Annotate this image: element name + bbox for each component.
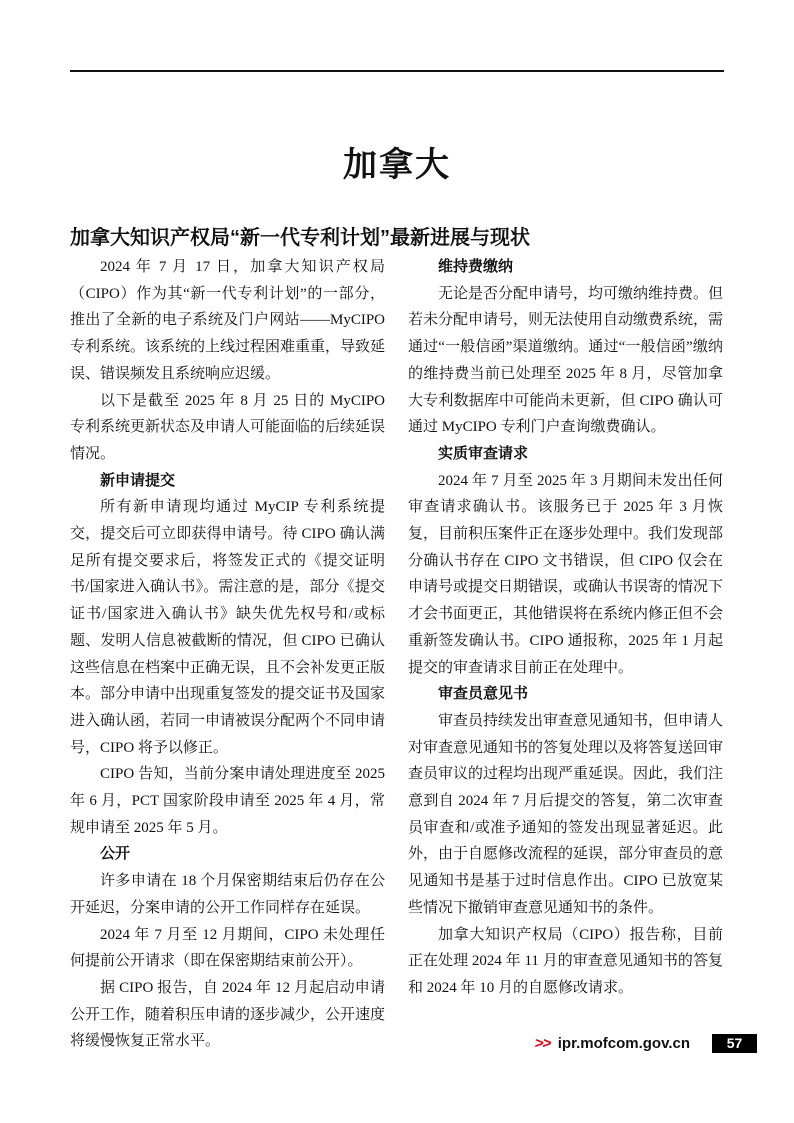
- page-number-badge: 57: [712, 1034, 757, 1053]
- body-paragraph: 加拿大知识产权局（CIPO）报告称，目前正在处理 2024 年 11 月的审查意见通知书的答复和 2024 年 10 月的自愿修改请求。: [408, 926, 723, 996]
- section-subheading: 审查员意见书: [438, 686, 529, 703]
- left-column: [70, 254, 385, 1055]
- section-subheading: 新申请提交: [100, 472, 176, 489]
- section-subheading: 公开: [100, 846, 131, 863]
- body-paragraph: 据 CIPO 报告，自 2024 年 12 月起启动申请公开工作，随着积压申请的逐步减少，公开速度将缓慢恢复正常水平。: [70, 979, 386, 1050]
- page-footer: [535, 1032, 757, 1054]
- body-paragraph: 以下是截至 2025 年 8 月 25 日的 MyCIPO 专利系统更新状态及申请人可能面临的后续延误情况。: [70, 392, 386, 462]
- article-body: [70, 254, 724, 1055]
- body-paragraph: 2024 年 7 月至 2025 年 3 月期间未发出任何审查请求确认书。该服务已于 2025 年 3 月恢复，目前积压案件正在逐步处理中。我们发现部分确认书存在 CIPO 文书错误，但 CIPO 仅会在申请号或提交日期错误，或确认书误寄的情况下才会书面更正，其他错误将在系统内修正但不会重新签发确认书。CIPO 通报称，2025 年 1 月起提交的审查请求目前正在处理中。: [408, 472, 724, 676]
- body-paragraph: 2024 年 7 月至 12 月期间，CIPO 未处理任何提前公开请求（即在保密期结束前公开）。: [70, 926, 385, 970]
- body-paragraph: 许多申请在 18 个月保密期结束后仍存在公开延迟，分案申请的公开工作同样存在延误。: [70, 873, 385, 916]
- body-paragraph: 无论是否分配申请号，均可缴纳维持费。但若未分配申请号，则无法使用自动缴费系统，需通过“一般信函”渠道缴纳。通过“一般信函”缴纳的维持费当前已处理至 2025 年 8 月，尽管加拿大专利数据库中可能尚未更新，但 CIPO 确认可通过 MyCIPO 专利门户查询缴费确认。: [408, 285, 724, 436]
- article-heading: 加拿大知识产权局“新一代专利计划”最新进展与现状: [70, 227, 530, 249]
- footer-site-url: ipr.mofcom.gov.cn: [557, 1034, 690, 1052]
- section-subheading: 实质审查请求: [438, 445, 529, 462]
- page-title: 加拿大: [343, 146, 451, 184]
- section-subheading: 维持费缴纳: [438, 259, 514, 275]
- body-paragraph: CIPO 告知，当前分案申请处理进度至 2025 年 6 月，PCT 国家阶段申请至 2025 年 4 月，常规申请至 2025 年 5 月。: [70, 766, 385, 836]
- right-column: [408, 254, 723, 1055]
- body-paragraph: 审查员持续发出审查意见通知书，但申请人对审查意见通知书的答复处理以及将答复送回审查员审议的过程均出现严重延误。因此，我们注意到自 2024 年 7 月后提交的答复，第二次审查员审查和/或准予通知的签发出现显著延迟。此外，由于自愿修改流程的延误，部分审查员的意见通知书是基于过时信息作出。CIPO 已放宽某些情况下撤销审查意见通知书的条件。: [408, 712, 724, 916]
- body-paragraph: 所有新申请现均通过 MyCIP 专利系统提交，提交后可立即获得申请号。待 CIPO 确认满足所有提交要求后，将签发正式的《提交证明书/国家进入确认书》。需注意的是，部分《提交证书/国家进入确认书》缺失优先权号和/或标题、发明人信息被截断的情况，但 CIPO 已确认这些信息在档案中正确无误，且不会补发更正版本。部分申请中出现重复签发的提交证书及国家进入确认函，若同一申请被误分配两个不同申请号，CIPO 将予以修正。: [70, 499, 386, 756]
- body-paragraph: 2024 年 7 月 17 日，加拿大知识产权局（CIPO）作为其“新一代专利计划”的一部分，推出了全新的电子系统及门户网站——MyCIPO 专利系统。该系统的上线过程困难重重，导致延误、错误频发且系统响应迟缓。: [70, 259, 386, 382]
- double-chevron-icon: >>: [534, 1034, 552, 1052]
- top-rule-divider: [70, 70, 724, 72]
